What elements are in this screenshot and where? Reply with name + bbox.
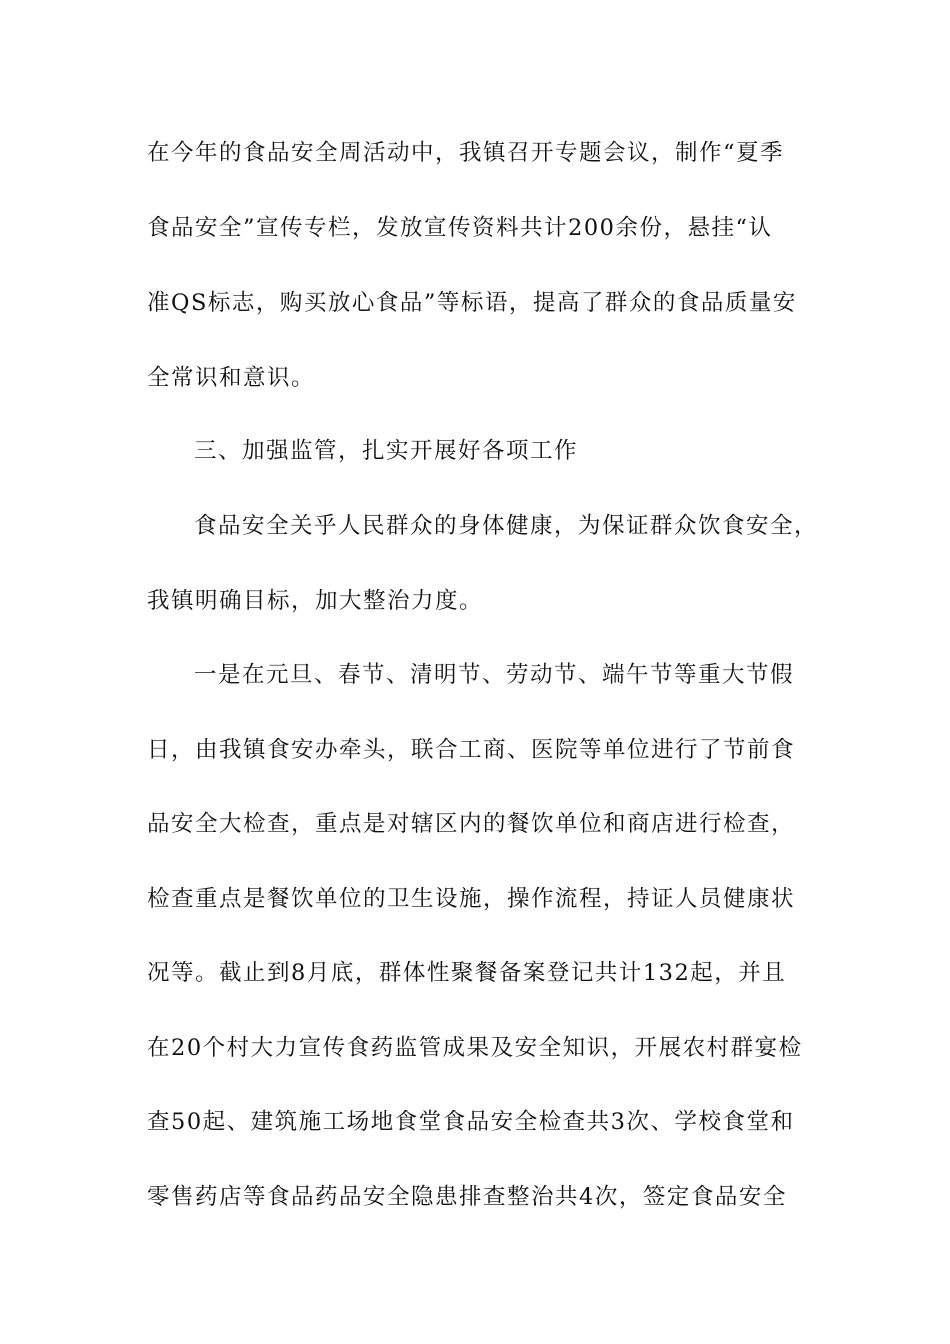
text-line: 食品安全”宣传专栏，发放宣传资料共计200余份，悬挂“认 (147, 215, 773, 241)
text-line: 品安全大检查，重点是对辖区内的餐饮单位和商店进行检查， (147, 811, 796, 837)
text-line: 检查重点是餐饮单位的卫生设施，操作流程，持证人员健康状 (147, 886, 796, 912)
text-line: 查50起、建筑施工场地食堂食品安全检查共3次、学校食堂和 (147, 1109, 795, 1135)
text-line: 在今年的食品安全周活动中，我镇召开专题会议，制作“夏季 (147, 140, 785, 166)
section-heading: 三、加强监管，扎实开展好各项工作 (194, 438, 579, 464)
text-line: 全常识和意识。 (147, 365, 316, 391)
text-line: 况等。截止到8月底，群体性聚餐备案登记共计132起，并且 (147, 960, 787, 986)
text-line: 食品安全关乎人民群众的身体健康，为保证群众饮食安全， (194, 513, 819, 539)
text-line: 在20个村大力宣传食药监管成果及安全知识，开展农村群宴检 (147, 1035, 803, 1061)
text-line: 一是在元旦、春节、清明节、劳动节、端午节等重大节假 (194, 662, 795, 688)
text-line: 我镇明确目标，加大整治力度。 (147, 588, 484, 614)
text-line: 日，由我镇食安办牵头，联合工商、医院等单位进行了节前食 (147, 737, 796, 763)
text-line: 准QS标志，购买放心食品”等标语，提高了群众的食品质量安 (147, 290, 797, 316)
text-line: 零售药店等食品药品安全隐患排查整治共4次，签定食品安全 (147, 1184, 787, 1210)
